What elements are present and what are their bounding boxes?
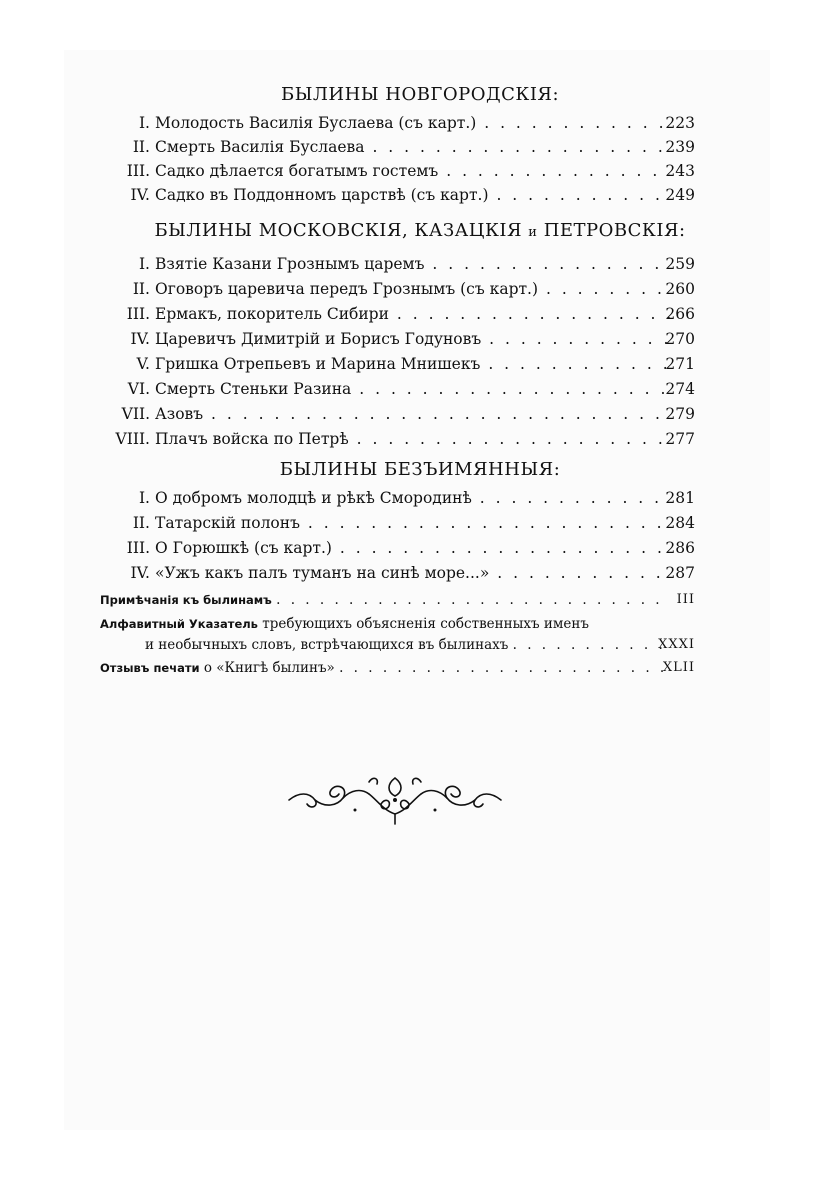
entry-page: 271 <box>665 355 695 373</box>
section-title-novgorod: БЫЛИНЫ НОВГОРОДСКІЯ: <box>280 84 560 105</box>
toc-entry[interactable] <box>0 430 840 454</box>
toc-entry[interactable] <box>0 162 840 186</box>
entry-number: III. <box>126 162 150 180</box>
entry-number: III. <box>126 305 150 323</box>
entry-page: 249 <box>665 186 695 204</box>
toc-entry[interactable] <box>0 355 840 379</box>
entry-page: 279 <box>665 405 695 423</box>
entry-number: I. <box>138 114 150 132</box>
notes-title: Примѣчанія къ былинамъ <box>100 593 272 607</box>
entry-title: О добромъ молодцѣ и рѣкѣ Смородинѣ . . . <box>155 489 670 507</box>
page-background <box>64 50 770 1130</box>
entry-title: Оговоръ царевича передъ Грознымъ (съ карт.) . . . <box>155 280 670 298</box>
toc-entry[interactable] <box>0 255 840 279</box>
entry-number: I. <box>138 489 150 507</box>
entry-title: Ермакъ, покоритель Сибири . . . <box>155 305 670 323</box>
section-title-part: ПЕТРОВСКІЯ: <box>537 220 686 241</box>
entry-page: 266 <box>665 305 695 323</box>
entry-page: 260 <box>665 280 695 298</box>
entry-page: 286 <box>665 539 695 557</box>
toc-entry[interactable] <box>0 564 840 588</box>
decorative-scroll-ornament-icon <box>285 770 505 830</box>
section-title-part: БЫЛИНЫ МОСКОВСКІЯ, КАЗАЦКІЯ <box>154 220 529 241</box>
toc-entry[interactable] <box>0 138 840 162</box>
entry-number: IV. <box>130 564 150 582</box>
index-description: требующихъ объясненія собственныхъ именъ <box>262 616 589 632</box>
entry-page: 239 <box>665 138 695 156</box>
entry-page: 274 <box>665 380 695 398</box>
toc-entry[interactable] <box>0 380 840 404</box>
entry-number: II. <box>132 138 150 156</box>
reviews-title: Отзывъ печати <box>100 661 200 675</box>
entry-page: 270 <box>665 330 695 348</box>
entry-number: IV. <box>130 186 150 204</box>
entry-number: II. <box>132 514 150 532</box>
entry-number: VIII. <box>115 430 150 448</box>
entry-page: 277 <box>665 430 695 448</box>
toc-entry[interactable] <box>0 489 840 513</box>
entry-page: 284 <box>665 514 695 532</box>
notes-page: III <box>676 592 695 607</box>
index-title: Алфавитный Указатель <box>100 617 258 631</box>
reviews-page: XLII <box>662 660 695 675</box>
entry-page: 223 <box>665 114 695 132</box>
entry-number: VII. <box>121 405 150 423</box>
entry-title: Плачъ войска по Петрѣ . . . <box>155 430 670 448</box>
entry-page: 259 <box>665 255 695 273</box>
entry-number: III. <box>126 539 150 557</box>
entry-title: Царевичъ Димитрій и Борисъ Годуновъ . . . <box>155 330 670 348</box>
index-description-cont: и необычныхъ словъ, встрѣчающихся въ былинахъ <box>145 637 509 653</box>
entry-title: Взятіе Казани Грознымъ царемъ . . . <box>155 255 670 273</box>
toc-entry[interactable] <box>0 305 840 329</box>
section-title-moscow <box>0 220 840 241</box>
entry-number: I. <box>138 255 150 273</box>
entry-title: Татарскій полонъ . . . <box>155 514 670 532</box>
reviews-subject: о «Книгѣ былинъ» <box>203 660 335 676</box>
entry-page: 281 <box>665 489 695 507</box>
toc-entry[interactable] <box>0 114 840 138</box>
toc-index-entry-line1[interactable] <box>100 616 670 638</box>
entry-title: Молодость Василія Буслаева (съ карт.) . . . <box>155 114 670 132</box>
section-title-part: и <box>528 225 538 240</box>
toc-entry[interactable] <box>0 280 840 304</box>
entry-title: Смерть Стеньки Разина . . . <box>155 380 670 398</box>
toc-entry[interactable] <box>0 405 840 429</box>
toc-reviews-entry[interactable] <box>100 660 670 682</box>
toc-entry[interactable] <box>0 186 840 210</box>
entry-number: VI. <box>127 380 150 398</box>
entry-page: 243 <box>665 162 695 180</box>
toc-entry[interactable] <box>0 514 840 538</box>
entry-title: Азовъ . . . <box>155 405 670 423</box>
entry-title: Садко въ Поддонномъ царствѣ (съ карт.) . . . <box>155 186 670 204</box>
entry-title: О Горюшкѣ (съ карт.) . . . <box>155 539 670 557</box>
toc-notes-entry[interactable] <box>100 592 670 614</box>
entry-number: IV. <box>130 330 150 348</box>
section-title-nameless: БЫЛИНЫ БЕЗЪИМЯННЫЯ: <box>279 459 561 480</box>
entry-title: Гришка Отрепьевъ и Марина Мнишекъ . . . <box>155 355 670 373</box>
entry-title: «Ужъ какъ палъ туманъ на синѣ море...» . . . <box>155 564 670 582</box>
entry-number: II. <box>132 280 150 298</box>
entry-number: V. <box>136 355 150 373</box>
toc-index-entry-line2[interactable] <box>145 637 670 659</box>
index-page: XXXI <box>658 637 695 652</box>
entry-title: Смерть Василія Буслаева . . . <box>155 138 670 156</box>
toc-entry[interactable] <box>0 539 840 563</box>
entry-title: Садко дѣлается богатымъ гостемъ . . . <box>155 162 670 180</box>
toc-entry[interactable] <box>0 330 840 354</box>
entry-page: 287 <box>665 564 695 582</box>
